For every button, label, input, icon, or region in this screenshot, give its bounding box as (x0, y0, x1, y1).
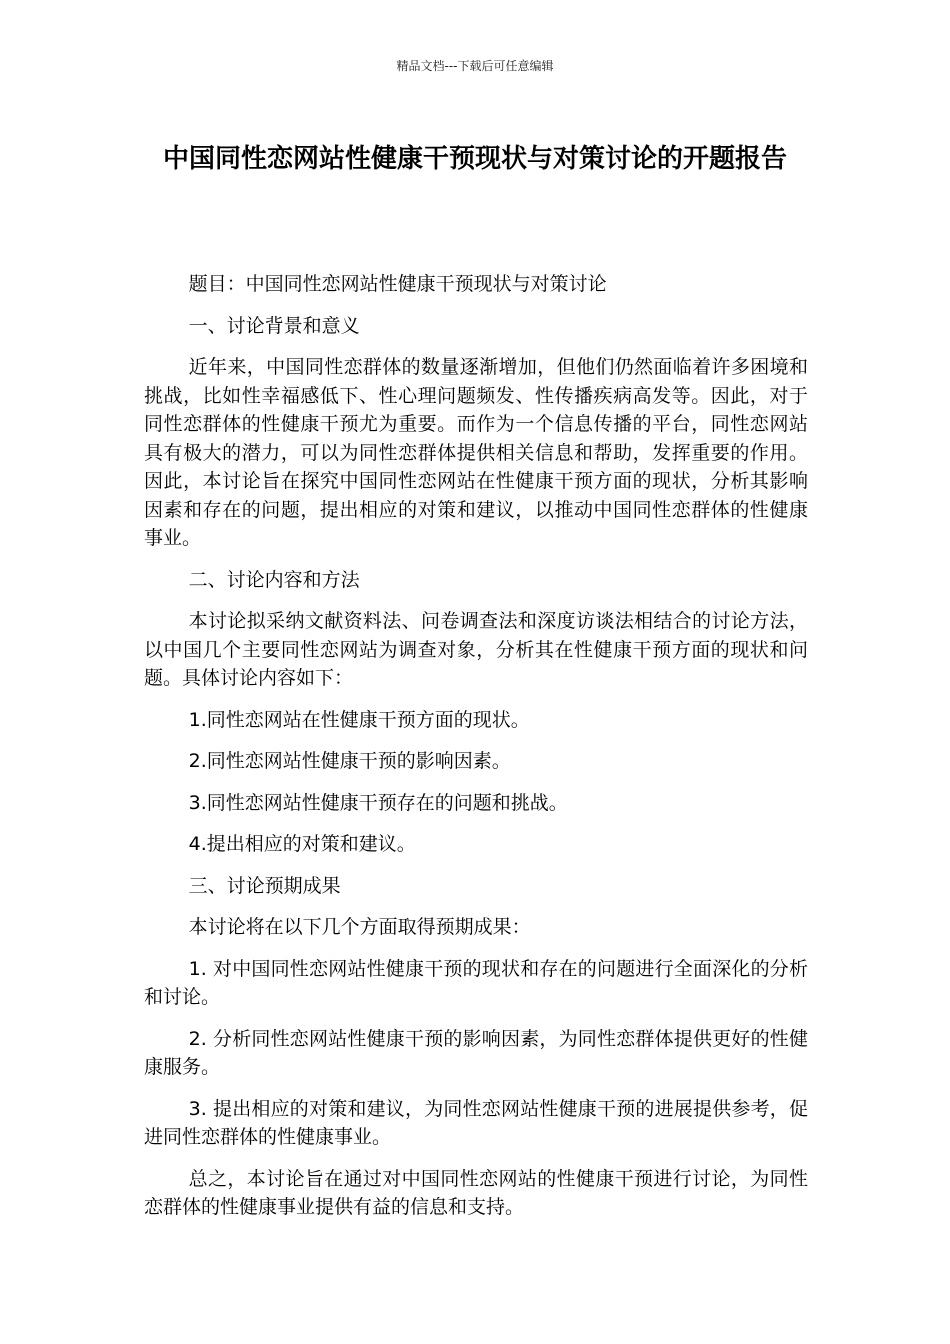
section-heading-outcomes: 三、讨论预期成果 (188, 874, 341, 897)
paragraph-methods: 本讨论拟采纳文献资料法、问卷调查法和深度访谈法相结合的讨论方法，以中国几个主要同性恋网站为调查对象，分析其在性健康干预方面的现状和问题。具体讨论内容如下： (144, 610, 808, 689)
document-title: 中国同性恋网站性健康干预现状与对策讨论的开题报告 (162, 144, 787, 174)
section-heading-content-methods: 二、讨论内容和方法 (188, 568, 360, 591)
document-body (144, 270, 808, 1235)
paragraph-outcomes-intro: 本讨论将在以下几个方面取得预期成果： (188, 916, 531, 938)
paragraph-conclusion: 总之，本讨论旨在通过对中国同性恋网站的性健康干预进行讨论，为同性恋群体的性健康事业提供有益的信息和支持。 (144, 1167, 808, 1218)
list-item-outcome-3: 3. 提出相应的对策和建议，为同性恋网站性健康干预的进展提供参考，促进同性恋群体的性健康事业。 (144, 1097, 808, 1148)
page-header: 精品文档---下载后可任意编辑 (396, 59, 554, 73)
topic-line: 题目：中国同性恋网站性健康干预现状与对策讨论 (188, 273, 607, 295)
list-item-content-2: 2.同性恋网站性健康干预的影响因素。 (188, 750, 511, 772)
list-item-outcome-1: 1. 对中国同性恋网站性健康干预的现状和存在的问题进行全面深化的分析和讨论。 (144, 957, 808, 1008)
section-heading-background: 一、讨论背景和意义 (188, 314, 360, 337)
paragraph-background: 近年来，中国同性恋群体的数量逐渐增加，但他们仍然面临着许多困境和挑战，比如性幸福感低下、性心理问题频发、性传播疾病高发等。因此，对于同性恋群体的性健康干预尤为重要。而作为一个信息传播的平台，同性恋网站具有极大的潜力，可以为同性恋群体提供相关信息和帮助，发挥重要的作用。因此，本讨论旨在探究中国同性恋网站在性健康干预方面的现状，分析其影响因素和存在的问题，提出相应的对策和建议，以推动中国同性恋群体的性健康事业。 (144, 356, 808, 549)
list-item-content-3: 3.同性恋网站性健康干预存在的问题和挑战。 (188, 791, 568, 814)
list-item-outcome-2: 2. 分析同性恋网站性健康干预的影响因素，为同性恋群体提供更好的性健康服务。 (144, 1027, 808, 1078)
list-item-content-4: 4.提出相应的对策和建议。 (188, 833, 416, 855)
list-item-content-1: 1.同性恋网站在性健康干预方面的现状。 (188, 708, 530, 731)
